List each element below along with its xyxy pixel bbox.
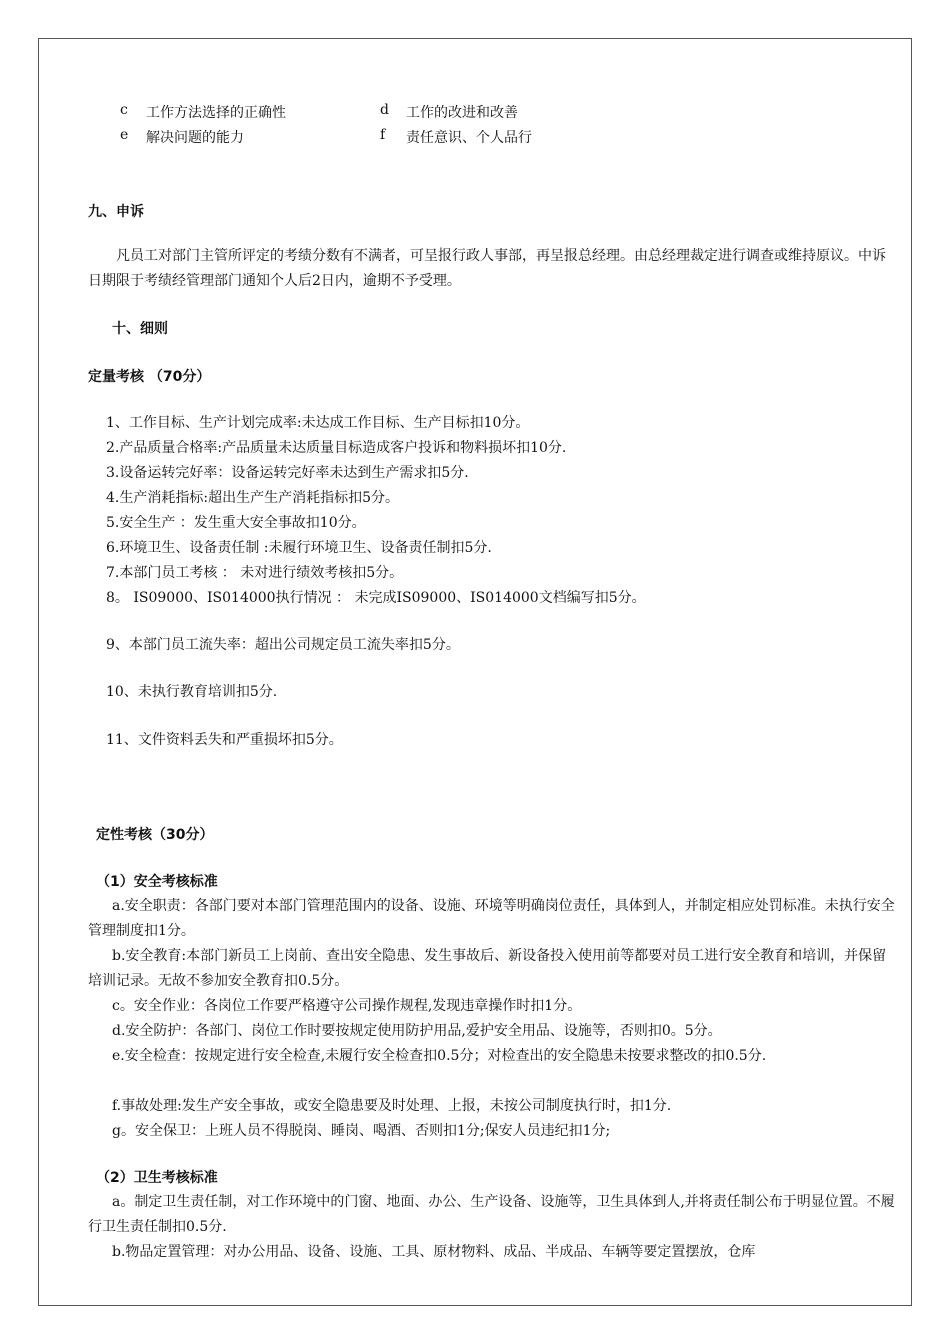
- hygiene-heading: （2）卫生考核标准: [96, 1170, 218, 1186]
- quant-item-2: 2.产品质量合格率:产品质量未达质量目标造成客户投诉和物料损坏扣10分.: [106, 440, 567, 456]
- quant-item-11: 11、文件资料丢失和严重损坏扣5分。: [106, 732, 343, 748]
- quant-item-1: 1、工作目标、生产计划完成率:未达成工作目标、生产目标扣10分。: [106, 415, 530, 431]
- quant-item-10: 10、未执行教育培训扣5分.: [106, 684, 278, 700]
- safety-item-b: b.安全教育:本部门新员工上岗前、查出安全隐患、发生事故后、新设备投入使用前等都要对员工进行安全教育和培训，并保留培训记录。无故不参加安全教育扣0.5分。: [88, 948, 887, 989]
- option-e-letter: e: [120, 127, 129, 143]
- safety-item-e: e.安全检查：按规定进行安全检查,未履行安全检查扣0.5分；对检查出的安全隐患未按要求整改的扣0.5分.: [112, 1048, 767, 1064]
- option-f-letter: f: [380, 127, 386, 143]
- hygiene-item-a: a。制定卫生责任制，对工作环境中的门窗、地面、办公、生产设备、设施等，卫生具体到人,并将责任制公布于明显位置。不履行卫生责任制扣0.5分.: [88, 1194, 895, 1235]
- section9-heading: 九、申诉: [88, 204, 144, 220]
- section10-heading: 十、细则: [112, 321, 168, 337]
- safety-item-f: f.事故处理:发生产安全事故，或安全隐患要及时处理、上报，未按公司制度执行时，扣1分.: [112, 1098, 672, 1114]
- safety-item-a: a.安全职责：各部门要对本部门管理范围内的设备、设施、环境等明确岗位责任，具体到人，并制定相应处罚标准。未执行安全管理制度扣1分。: [88, 898, 895, 939]
- quant-item-8: 8。 IS09000、IS014000执行情况 ： 未完成IS09000、IS014000文档编写扣5分。: [106, 590, 646, 606]
- option-d-text: 工作的改进和改善: [406, 105, 518, 121]
- option-e-text: 解决问题的能力: [146, 130, 244, 146]
- quant-item-6: 6.环境卫生、设备责任制 :未履行环境卫生、设备责任制扣5分.: [106, 540, 492, 556]
- hygiene-item-b: b.物品定置管理：对办公用品、设备、设施、工具、原材物料、成品、半成品、车辆等要定置摆放，仓库: [112, 1244, 756, 1260]
- option-c-letter: c: [120, 102, 128, 118]
- quant-item-3: 3.设备运转完好率：设备运转完好率未达到生产需求扣5分.: [106, 465, 469, 481]
- safety-item-c: c。安全作业：各岗位工作要严格遵守公司操作规程,发现违章操作时扣1分。: [112, 998, 582, 1014]
- option-c-text: 工作方法选择的正确性: [146, 105, 286, 121]
- quant-item-4: 4.生产消耗指标:超出生产生产消耗指标扣5分。: [106, 490, 399, 506]
- quantitative-heading: 定量考核 （70分）: [88, 369, 211, 385]
- safety-item-d: d.安全防护：各部门、岗位工作时要按规定使用防护用品,爱护安全用品、设施等，否则扣0。5分。: [112, 1023, 722, 1039]
- quant-item-5: 5.安全生产 ：发生重大安全事故扣10分。: [106, 515, 366, 531]
- quant-item-9: 9、本部门员工流失率：超出公司规定员工流失率扣5分。: [106, 637, 460, 653]
- quant-item-7: 7.本部门员工考核 ： 未对进行绩效考核扣5分。: [106, 565, 404, 581]
- section9-body: 凡员工对部门主管所评定的考绩分数有不满者，可呈报行政人事部，再呈报总经理。由总经理裁定进行调查或维持原议。中诉日期限于考绩经管理部门通知个人后2日内，逾期不予受理。: [88, 248, 886, 289]
- qualitative-heading: 定性考核（30分）: [96, 827, 214, 843]
- safety-item-g: g。安全保卫：上班人员不得脱岗、睡岗、喝酒、否则扣1分;保安人员违纪扣1分;: [112, 1123, 611, 1139]
- safety-heading: （1）安全考核标准: [96, 874, 218, 890]
- option-d-letter: d: [380, 102, 389, 118]
- option-f-text: 责任意识、个人品行: [406, 130, 532, 146]
